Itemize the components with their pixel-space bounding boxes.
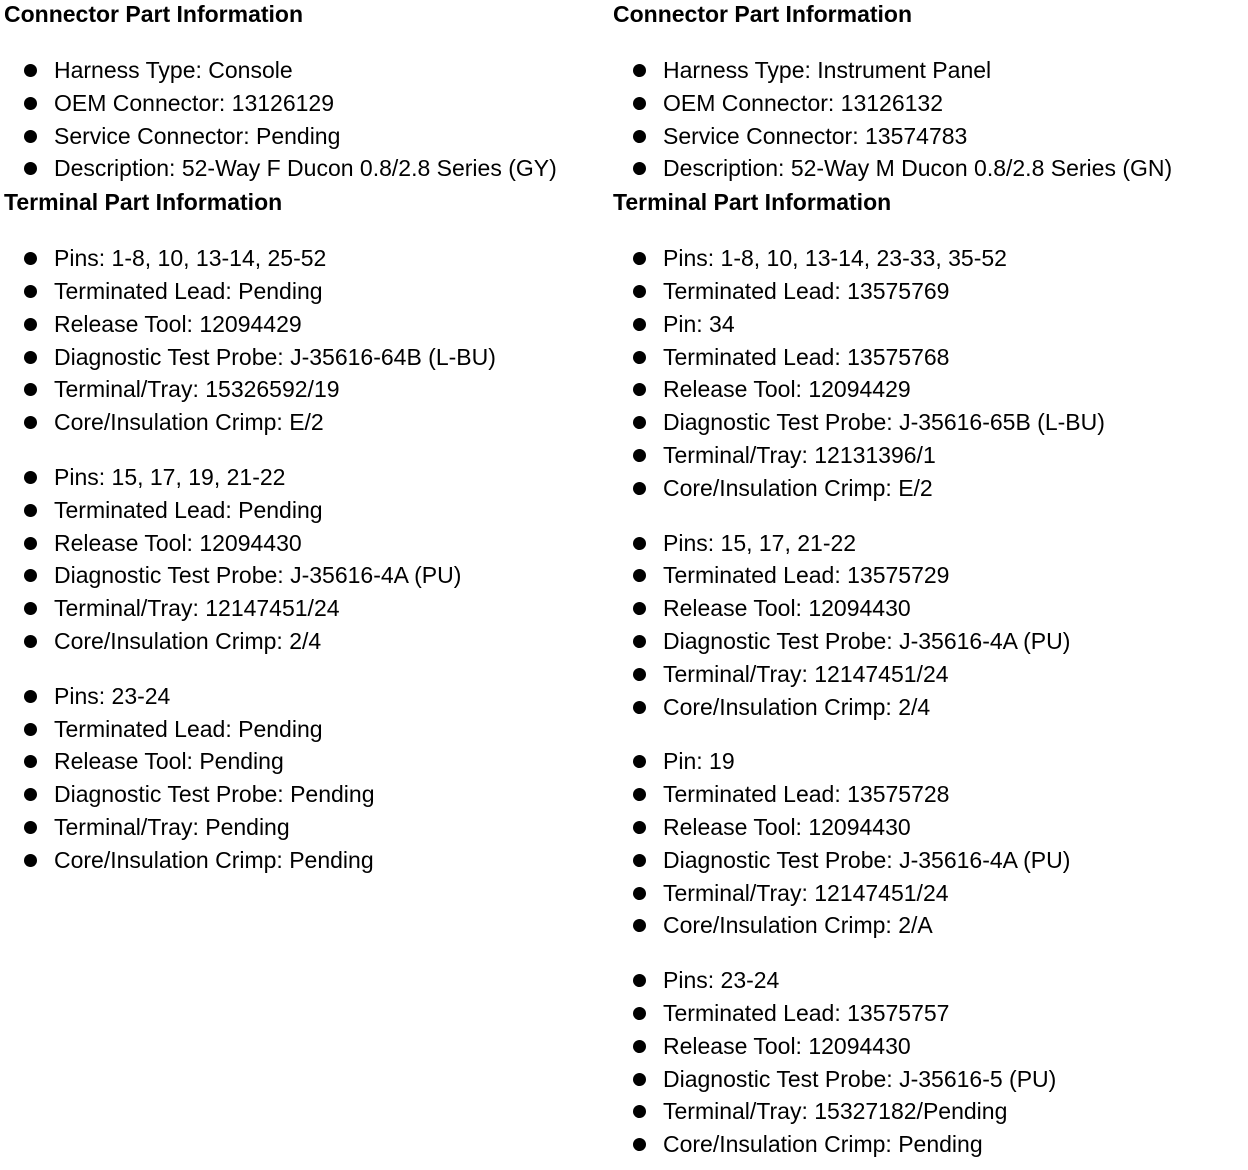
- bullet-icon: [24, 285, 37, 298]
- item-text: OEM Connector: 13126132: [663, 89, 944, 116]
- bullet-icon: [24, 130, 37, 143]
- list-item: [613, 909, 1243, 942]
- bullet-icon: [633, 537, 646, 550]
- bullet-icon: [633, 854, 646, 867]
- list-item: [613, 1095, 1243, 1128]
- list-item: [4, 680, 604, 713]
- list-item: [4, 625, 604, 658]
- bullet-icon: [24, 504, 37, 517]
- bullet-icon: [633, 635, 646, 648]
- bullet-icon: [24, 162, 37, 175]
- list-item: [4, 527, 604, 560]
- terminal-heading-left: Terminal Part Information: [4, 189, 283, 216]
- item-text: Diagnostic Test Probe: J-35616-65B (L-BU): [663, 409, 1105, 436]
- right-column: [613, 0, 1243, 1161]
- bullet-icon: [24, 755, 37, 768]
- item-text: Release Tool: 12094430: [663, 813, 911, 840]
- terminal-group-right-4: [613, 964, 1243, 1161]
- list-item: [4, 494, 604, 527]
- list-item: [613, 964, 1243, 997]
- bullet-icon: [633, 285, 646, 298]
- item-text: Release Tool: 12094429: [663, 376, 911, 403]
- item-text: Core/Insulation Crimp: 2/4: [54, 627, 322, 654]
- list-item: [613, 778, 1243, 811]
- list-item: [4, 778, 604, 811]
- bullet-icon: [24, 64, 37, 77]
- bullet-icon: [633, 383, 646, 396]
- bullet-icon: [633, 1073, 646, 1086]
- item-text: Terminated Lead: 13575768: [663, 343, 950, 370]
- item-text: Terminal/Tray: Pending: [54, 813, 290, 840]
- item-text: Pins: 23-24: [54, 682, 171, 709]
- bullet-icon: [24, 471, 37, 484]
- item-text: Core/Insulation Crimp: Pending: [54, 846, 374, 873]
- bullet-icon: [633, 887, 646, 900]
- bullet-icon: [633, 602, 646, 615]
- list-item: [613, 844, 1243, 877]
- bullet-icon: [633, 788, 646, 801]
- item-text: Pins: 15, 17, 21-22: [663, 529, 857, 556]
- item-text: Terminal/Tray: 12131396/1: [663, 441, 936, 468]
- bullet-icon: [24, 97, 37, 110]
- left-column: [4, 0, 604, 877]
- terminal-group-right-3: [613, 745, 1243, 942]
- connector-list-left: [4, 54, 604, 185]
- list-item: [4, 713, 604, 746]
- bullet-icon: [633, 1040, 646, 1053]
- bullet-icon: [24, 602, 37, 615]
- terminal-heading-right: Terminal Part Information: [613, 189, 892, 216]
- connector-heading-left: Connector Part Information: [4, 1, 304, 27]
- item-text: Terminated Lead: 13575757: [663, 999, 950, 1026]
- bullet-icon: [633, 482, 646, 495]
- list-item: [4, 120, 604, 153]
- bullet-icon: [24, 537, 37, 550]
- item-text: Terminated Lead: Pending: [54, 715, 323, 742]
- item-text: Core/Insulation Crimp: Pending: [663, 1131, 983, 1158]
- item-text: Core/Insulation Crimp: E/2: [663, 474, 933, 501]
- bullet-icon: [633, 569, 646, 582]
- item-text: Release Tool: 12094430: [663, 1032, 911, 1059]
- list-item: [613, 527, 1243, 560]
- list-item: [613, 592, 1243, 625]
- list-item: [613, 559, 1243, 592]
- list-item: [613, 877, 1243, 910]
- list-item: [4, 341, 604, 374]
- list-item: [613, 87, 1243, 120]
- list-item: [613, 472, 1243, 505]
- bullet-icon: [24, 351, 37, 364]
- item-text: Diagnostic Test Probe: J-35616-64B (L-BU): [54, 343, 496, 370]
- list-item: [4, 592, 604, 625]
- list-item: [613, 406, 1243, 439]
- bullet-icon: [24, 252, 37, 265]
- list-item: [613, 54, 1243, 87]
- item-text: Service Connector: Pending: [54, 122, 341, 149]
- item-text: Terminated Lead: 13575728: [663, 781, 950, 808]
- list-item: [4, 373, 604, 406]
- list-item: [613, 691, 1243, 724]
- list-item: [4, 811, 604, 844]
- item-text: Terminated Lead: Pending: [54, 496, 323, 523]
- bullet-icon: [633, 162, 646, 175]
- item-text: Diagnostic Test Probe: J-35616-5 (PU): [663, 1065, 1057, 1092]
- list-item: [4, 275, 604, 308]
- item-text: Pins: 1-8, 10, 13-14, 23-33, 35-52: [663, 245, 1007, 272]
- list-item: [613, 120, 1243, 153]
- list-item: [613, 341, 1243, 374]
- list-item: [4, 242, 604, 275]
- bullet-icon: [24, 318, 37, 331]
- list-item: [613, 1030, 1243, 1063]
- item-text: Diagnostic Test Probe: J-35616-4A (PU): [663, 627, 1071, 654]
- list-item: [613, 658, 1243, 691]
- bullet-icon: [24, 569, 37, 582]
- bullet-icon: [24, 723, 37, 736]
- bullet-icon: [24, 854, 37, 867]
- bullet-icon: [633, 1138, 646, 1151]
- connector-list-right: [613, 54, 1243, 185]
- item-text: Terminal/Tray: 12147451/24: [663, 660, 949, 687]
- list-item: [613, 275, 1243, 308]
- bullet-icon: [24, 383, 37, 396]
- item-text: Terminal/Tray: 15327182/Pending: [663, 1098, 1008, 1125]
- terminal-group-left-1: [4, 242, 604, 439]
- list-item: [613, 1128, 1243, 1161]
- bullet-icon: [633, 821, 646, 834]
- item-text: Release Tool: 12094430: [663, 595, 911, 622]
- terminal-group-left-3: [4, 680, 604, 877]
- item-text: Description: 52-Way F Ducon 0.8/2.8 Series (GY): [54, 155, 557, 182]
- list-item: [4, 745, 604, 778]
- bullet-icon: [633, 1105, 646, 1118]
- item-text: Harness Type: Console: [54, 57, 293, 83]
- list-item: [613, 308, 1243, 341]
- item-text: Pins: 15, 17, 19, 21-22: [54, 463, 286, 490]
- item-text: Description: 52-Way M Ducon 0.8/2.8 Series (GN): [663, 155, 1173, 182]
- bullet-icon: [24, 788, 37, 801]
- item-text: Terminal/Tray: 12147451/24: [54, 595, 340, 622]
- list-item: [613, 997, 1243, 1030]
- bullet-icon: [633, 755, 646, 768]
- list-item: [613, 373, 1243, 406]
- item-text: OEM Connector: 13126129: [54, 89, 335, 116]
- bullet-icon: [633, 318, 646, 331]
- bullet-icon: [633, 252, 646, 265]
- bullet-icon: [24, 690, 37, 703]
- item-text: Diagnostic Test Probe: Pending: [54, 781, 375, 808]
- connector-heading-right: Connector Part Information: [613, 1, 913, 27]
- bullet-icon: [633, 416, 646, 429]
- list-item: [613, 811, 1243, 844]
- bullet-icon: [633, 974, 646, 987]
- item-text: Terminal/Tray: 15326592/19: [54, 376, 340, 403]
- item-text: Pin: 34: [663, 310, 735, 337]
- item-text: Terminated Lead: Pending: [54, 277, 323, 304]
- item-text: Terminated Lead: 13575769: [663, 277, 950, 304]
- list-item: [4, 152, 604, 185]
- item-text: Release Tool: 12094430: [54, 529, 302, 556]
- item-text: Pins: 23-24: [663, 967, 780, 994]
- list-item: [4, 87, 604, 120]
- bullet-icon: [633, 97, 646, 110]
- bullet-icon: [633, 449, 646, 462]
- item-text: Core/Insulation Crimp: 2/A: [663, 912, 933, 939]
- bullet-icon: [633, 130, 646, 143]
- terminal-group-left-2: [4, 461, 604, 658]
- list-item: [4, 559, 604, 592]
- list-item: [613, 439, 1243, 472]
- item-text: Diagnostic Test Probe: J-35616-4A (PU): [54, 562, 462, 589]
- list-item: [613, 625, 1243, 658]
- item-text: Release Tool: Pending: [54, 748, 284, 775]
- bullet-icon: [633, 919, 646, 932]
- item-text: Terminal/Tray: 12147451/24: [663, 879, 949, 906]
- terminal-group-right-1: [613, 242, 1243, 504]
- bullet-icon: [24, 635, 37, 648]
- bullet-icon: [24, 416, 37, 429]
- list-item: [613, 745, 1243, 778]
- item-text: Terminated Lead: 13575729: [663, 562, 950, 589]
- list-item: [4, 308, 604, 341]
- item-text: Core/Insulation Crimp: 2/4: [663, 693, 931, 720]
- item-text: Harness Type: Instrument Panel: [663, 57, 992, 83]
- bullet-icon: [633, 668, 646, 681]
- list-item: [613, 242, 1243, 275]
- item-text: Release Tool: 12094429: [54, 310, 302, 337]
- list-item: [4, 844, 604, 877]
- list-item: [4, 54, 604, 87]
- bullet-icon: [633, 701, 646, 714]
- bullet-icon: [633, 64, 646, 77]
- item-text: Pin: 19: [663, 748, 735, 775]
- list-item: [4, 461, 604, 494]
- item-text: Diagnostic Test Probe: J-35616-4A (PU): [663, 846, 1071, 873]
- item-text: Service Connector: 13574783: [663, 122, 968, 149]
- list-item: [613, 1063, 1243, 1096]
- list-item: [613, 152, 1243, 185]
- item-text: Pins: 1-8, 10, 13-14, 25-52: [54, 245, 327, 272]
- bullet-icon: [633, 351, 646, 364]
- list-item: [4, 406, 604, 439]
- terminal-group-right-2: [613, 527, 1243, 724]
- bullet-icon: [24, 821, 37, 834]
- bullet-icon: [633, 1007, 646, 1020]
- item-text: Core/Insulation Crimp: E/2: [54, 409, 324, 436]
